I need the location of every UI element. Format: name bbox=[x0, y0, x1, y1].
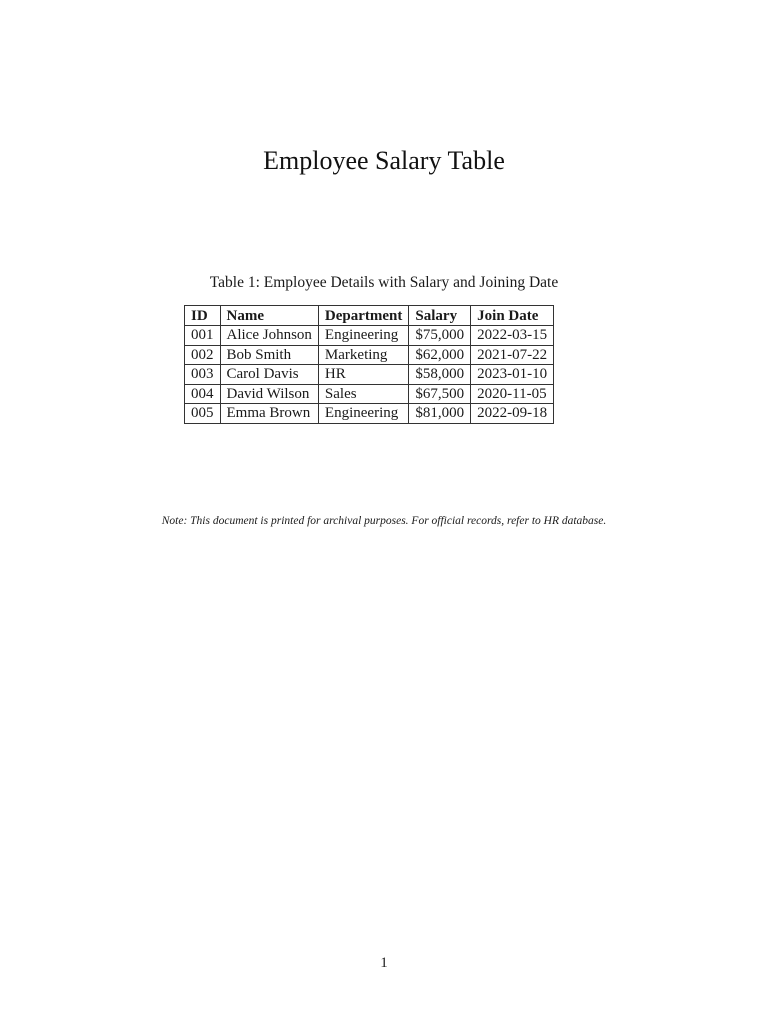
cell-join-date: 2020-11-05 bbox=[471, 384, 554, 404]
salary-table bbox=[184, 305, 554, 424]
cell-id: 002 bbox=[185, 345, 221, 365]
table-row bbox=[185, 384, 554, 404]
cell-salary: $58,000 bbox=[409, 365, 471, 385]
cell-name: Alice Johnson bbox=[220, 326, 318, 346]
cell-id: 001 bbox=[185, 326, 221, 346]
column-header-department: Department bbox=[318, 306, 408, 326]
cell-department: Engineering bbox=[318, 404, 408, 424]
document-title: Employee Salary Table bbox=[263, 146, 505, 175]
table-header-row bbox=[185, 306, 554, 326]
column-header-salary: Salary bbox=[409, 306, 471, 326]
page-number: 1 bbox=[380, 955, 388, 971]
column-header-id: ID bbox=[185, 306, 221, 326]
table-row bbox=[185, 365, 554, 385]
cell-department: Sales bbox=[318, 384, 408, 404]
cell-salary: $67,500 bbox=[409, 384, 471, 404]
column-header-join-date: Join Date bbox=[471, 306, 554, 326]
salary-table-container bbox=[184, 305, 554, 424]
cell-salary: $75,000 bbox=[409, 326, 471, 346]
archival-note: Note: This document is printed for archival purposes. For official records, refer to HR database. bbox=[161, 515, 607, 527]
cell-department: Engineering bbox=[318, 326, 408, 346]
cell-name: David Wilson bbox=[220, 384, 318, 404]
cell-salary: $62,000 bbox=[409, 345, 471, 365]
cell-name: Emma Brown bbox=[220, 404, 318, 424]
cell-department: Marketing bbox=[318, 345, 408, 365]
table-row bbox=[185, 326, 554, 346]
cell-name: Bob Smith bbox=[220, 345, 318, 365]
table-caption: Table 1: Employee Details with Salary and Joining Date bbox=[209, 274, 559, 291]
table-body bbox=[185, 326, 554, 424]
cell-join-date: 2022-09-18 bbox=[471, 404, 554, 424]
cell-id: 003 bbox=[185, 365, 221, 385]
cell-name: Carol Davis bbox=[220, 365, 318, 385]
cell-department: HR bbox=[318, 365, 408, 385]
cell-salary: $81,000 bbox=[409, 404, 471, 424]
cell-join-date: 2023-01-10 bbox=[471, 365, 554, 385]
table-row bbox=[185, 404, 554, 424]
cell-join-date: 2022-03-15 bbox=[471, 326, 554, 346]
cell-id: 005 bbox=[185, 404, 221, 424]
table-header bbox=[185, 306, 554, 326]
table-row bbox=[185, 345, 554, 365]
column-header-name: Name bbox=[220, 306, 318, 326]
cell-join-date: 2021-07-22 bbox=[471, 345, 554, 365]
cell-id: 004 bbox=[185, 384, 221, 404]
